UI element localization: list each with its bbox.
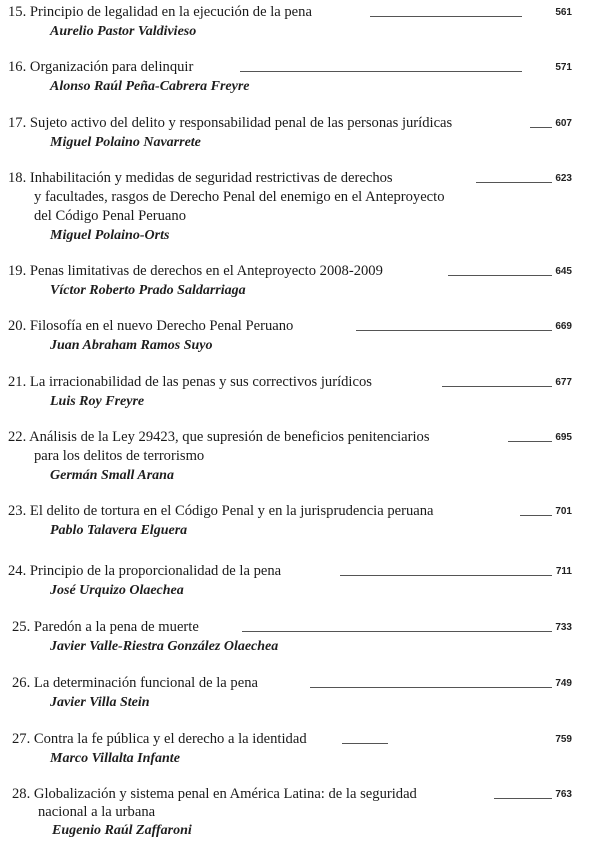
page-number: 669 <box>555 321 572 332</box>
dot-leader <box>340 575 552 576</box>
entry-number: 23. <box>8 503 27 519</box>
dot-leader <box>342 743 388 744</box>
page-number: 759 <box>555 734 572 745</box>
dot-leader <box>476 182 552 183</box>
entry-title-continuation: del Código Penal Peruano <box>34 208 186 224</box>
toc-entry <box>0 731 600 768</box>
entry-author: Alonso Raúl Peña-Cabrera Freyre <box>50 79 250 94</box>
entry-author: Aurelio Pastor Valdivieso <box>50 24 197 39</box>
entry-title: La determinación funcional de la pena <box>33 675 258 691</box>
entry-title: Principio de legalidad en la ejecución de la pena <box>29 4 312 20</box>
entry-number: 28. <box>12 786 31 802</box>
entry-number: 27. <box>12 731 31 747</box>
entry-number: 17. <box>8 115 27 131</box>
entry-author: Miguel Polaino-Orts <box>50 228 170 243</box>
dot-leader <box>356 330 552 331</box>
dot-leader <box>370 16 522 17</box>
entry-title: La irracionabilidad de las penas y sus correctivos jurídicos <box>29 374 372 390</box>
entry-author: Javier Valle-Riestra González Olaechea <box>50 639 279 654</box>
entry-number: 21. <box>8 374 27 390</box>
entry-number: 15. <box>8 4 27 20</box>
dot-leader <box>520 515 552 516</box>
entry-author: Juan Abraham Ramos Suyo <box>50 338 213 353</box>
entry-number: 16. <box>8 59 27 75</box>
page-number: 733 <box>555 622 572 633</box>
entry-number: 26. <box>12 675 31 691</box>
entry-number: 19. <box>8 263 27 279</box>
dot-leader <box>310 687 552 688</box>
page-number: 701 <box>555 506 572 517</box>
toc-entry <box>0 619 600 656</box>
entry-number: 18. <box>8 170 27 186</box>
toc-entry <box>0 675 600 712</box>
entry-number: 25. <box>12 619 31 635</box>
page-number: 623 <box>555 173 572 184</box>
toc-entry <box>0 318 600 355</box>
page-number: 607 <box>555 118 572 129</box>
dot-leader <box>508 441 552 442</box>
page-number: 695 <box>555 432 572 443</box>
toc-entry <box>0 786 600 840</box>
toc-entry <box>0 429 600 485</box>
entry-title: Inhabilitación y medidas de seguridad restrictivas de derechos <box>29 170 393 186</box>
entry-title: Análisis de la Ley 29423, que supresión de beneficios penitenciarios <box>29 429 430 445</box>
toc-entry <box>0 115 600 152</box>
entry-author: Luis Roy Freyre <box>50 394 145 409</box>
entry-title: Globalización y sistema penal en América Latina: de la seguridad <box>33 786 417 802</box>
entry-number: 20. <box>8 318 27 334</box>
toc-entry <box>0 4 600 41</box>
dot-leader <box>242 631 552 632</box>
entry-title-continuation: y facultades, rasgos de Derecho Penal del enemigo en el Anteproyecto <box>34 189 445 205</box>
page-number: 677 <box>555 377 572 388</box>
dot-leader <box>240 71 522 72</box>
entry-title: Contra la fe pública y el derecho a la identidad <box>33 731 307 747</box>
entry-author: Pablo Talavera Elguera <box>50 523 188 538</box>
page-number: 711 <box>555 566 572 577</box>
entry-title: Organización para delinquir <box>29 59 194 75</box>
entry-title: Penas limitativas de derechos en el Anteproyecto 2008-2009 <box>29 263 383 279</box>
toc-entry <box>0 503 600 540</box>
dot-leader <box>442 386 552 387</box>
page-number: 645 <box>555 266 572 277</box>
dot-leader <box>448 275 552 276</box>
entry-author: Eugenio Raúl Zaffaroni <box>52 823 192 838</box>
toc-entry <box>0 170 600 245</box>
toc-entry <box>0 563 600 600</box>
entry-number: 24. <box>8 563 27 579</box>
entry-author: Víctor Roberto Prado Saldarriaga <box>50 283 246 298</box>
entry-title: Filosofía en el nuevo Derecho Penal Peruano <box>29 318 294 334</box>
toc-entry <box>0 374 600 411</box>
dot-leader <box>494 798 552 799</box>
page-number: 763 <box>555 789 572 800</box>
entry-author: Germán Small Arana <box>50 468 174 483</box>
entry-number: 22. <box>8 429 27 445</box>
page-number: 749 <box>555 678 572 689</box>
entry-title: Paredón a la pena de muerte <box>33 619 199 635</box>
entry-author: Marco Villalta Infante <box>50 751 180 766</box>
entry-title: El delito de tortura en el Código Penal y en la jurisprudencia peruana <box>29 503 434 519</box>
page-number: 561 <box>555 7 572 18</box>
entry-title: Principio de la proporcionalidad de la pena <box>29 563 282 579</box>
entry-author: Javier Villa Stein <box>50 695 150 710</box>
entry-title-continuation: nacional a la urbana <box>38 804 156 820</box>
dot-leader <box>530 127 552 128</box>
entry-author: José Urquizo Olaechea <box>50 583 184 598</box>
page-number: 571 <box>555 62 572 73</box>
entry-author: Miguel Polaino Navarrete <box>50 135 201 150</box>
toc-entry <box>0 59 600 96</box>
entry-title-continuation: para los delitos de terrorismo <box>34 448 205 464</box>
toc-entry <box>0 263 600 300</box>
entry-title: Sujeto activo del delito y responsabilidad penal de las personas jurídicas <box>29 115 453 131</box>
